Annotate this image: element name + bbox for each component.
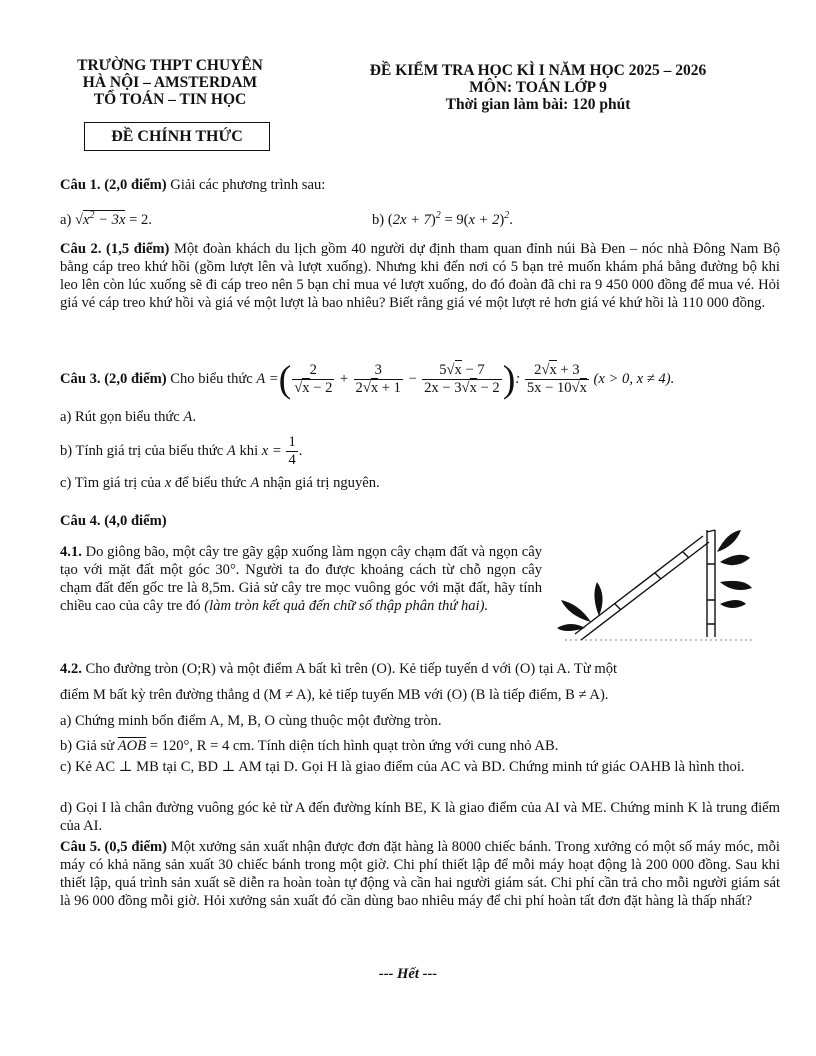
question-4-2b-pre: b) Giả sử bbox=[60, 738, 118, 754]
school-name-line1: TRƯỜNG THPT CHUYÊN bbox=[77, 57, 263, 74]
question-1a bbox=[60, 207, 360, 229]
question-3c-mid: để biểu thức bbox=[171, 475, 251, 491]
question-3a-text: a) Rút gọn biểu thức bbox=[60, 409, 184, 425]
question-5-text: Một xưởng sản xuất nhận được đơn đặt hàng là 8000 chiếc bánh. Trong xưởng có một số máy móc, mỗi máy có khả năng sản xuất 30 chiếc bánh trong một giờ. Chi phí thiết lập để mỗi máy hoạt động là 200 000 đồng. Sau khi thiết lập, quá trình sản xuất sẽ diễn ra hoàn toàn tự động và cần hai người giám sát. Chi phí cần trả cho mỗi người giám sát là 96 000 đồng mỗi giờ. Hỏi xưởng sản xuất đó cần dùng bao nhiêu máy để chi phí hoàn tất đơn đặt hàng là thấp nhất? bbox=[60, 839, 780, 909]
expression-condition: (x > 0, x ≠ 4). bbox=[593, 370, 675, 387]
question-3c-text: c) Tìm giá trị của bbox=[60, 475, 165, 491]
question-3c-end: nhận giá trị nguyên. bbox=[259, 475, 380, 491]
question-4-2-label: 4.2. bbox=[60, 661, 82, 677]
question-2-text: Một đoàn khách du lịch gồm 40 người dự định tham quan đỉnh núi Bà Đen – nóc nhà Đông Nam Bộ bằng cáp treo khứ hồi (gồm lượt lên và lượt xuống). Nhưng khi đến nơi có 5 bạn trẻ muốn khám phá bằng đường bộ khi leo lên còn lúc xuống sẽ đi cáp treo nên 5 bạn chỉ mua vé lượt xuống, do đó đoàn đã chi ra 9 450 000 đồng để mua vé. Hỏi giá vé cáp treo khứ hồi và giá vé một lượt là bao nhiêu? Biết rằng giá vé một lượt rẻ hơn giá vé khứ hồi là 110 000 đồng. bbox=[60, 241, 780, 311]
bamboo-stem bbox=[707, 530, 715, 637]
question-3c: c) Tìm giá trị của x để biểu thức A nhận giá trị nguyên. bbox=[60, 475, 380, 491]
question-1a-label: a) bbox=[60, 211, 72, 228]
broken-bamboo-figure bbox=[555, 512, 780, 642]
question-2 bbox=[60, 240, 780, 312]
exam-duration: Thời gian làm bài: 120 phút bbox=[445, 96, 631, 113]
question-4-label: Câu 4. (4,0 điểm) bbox=[60, 513, 167, 529]
expression-A: A =( $\frac{2}{√x - 2}$ + $\frac{3}{2√x + 1}$ − $\frac{5√x - 7}{2x - 3√x - 2}$ ): $\frac{2√x + 3}{5x - 10√x}$ bbox=[256, 358, 587, 401]
question-4-2c: c) Kẻ AC ⊥ MB tại C, BD ⊥ AM tại D. Gọi H là giao điểm của AC và BD. Chứng minh tứ giác OAHB là hình thoi. bbox=[60, 759, 745, 775]
question-3b-text: b) Tính giá trị của biểu thức bbox=[60, 442, 227, 459]
question-3 bbox=[60, 358, 800, 401]
question-3-intro: Cho biểu thức bbox=[166, 370, 257, 387]
exam-header bbox=[318, 62, 758, 113]
official-exam-badge bbox=[84, 122, 270, 151]
question-4-1-label: 4.1. bbox=[60, 544, 82, 560]
school-name-line2: HÀ NỘI – AMSTERDAM bbox=[82, 74, 258, 91]
question-4-1-note: (làm tròn kết quả đến chữ số thập phân thứ hai). bbox=[204, 598, 489, 614]
question-5 bbox=[60, 838, 780, 910]
end-marker: --- Hết --- bbox=[378, 966, 438, 982]
question-4-2-intro bbox=[60, 660, 780, 704]
question-1 bbox=[60, 176, 780, 194]
bamboo-leaves bbox=[557, 530, 752, 631]
question-1b bbox=[372, 207, 692, 229]
official-exam-badge-label: ĐỀ CHÍNH THỨC bbox=[111, 128, 243, 145]
question-4-2-line2: điểm M bất kỳ trên đường thẳng d (M ≠ A), kẻ tiếp tuyến MB với (O) (B là tiếp điểm, B ≠ A). bbox=[60, 687, 609, 703]
question-2-label: Câu 2. (1,5 điểm) bbox=[60, 241, 170, 257]
question-4-2b-post: = 120°, R = 4 cm. Tính diện tích hình quạt tròn ứng với cung nhỏ AB. bbox=[146, 738, 559, 754]
bamboo-broken-top bbox=[575, 536, 709, 640]
question-3-label: Câu 3. (2,0 điểm) bbox=[60, 370, 167, 387]
question-3b-when: khi bbox=[235, 442, 262, 459]
equation-1b: $(2x + 7)^2 = 9(x + 2)^2$. bbox=[387, 210, 513, 228]
question-4-2a: a) Chứng minh bốn điểm A, M, B, O cùng thuộc một đường tròn. bbox=[60, 713, 442, 729]
arc-AOB: $\overline{AOB}$ bbox=[117, 738, 147, 754]
question-3b: b) Tính giá trị của biểu thức A khi x = $\frac{1}{4}$ . bbox=[60, 434, 303, 468]
question-1-text: Giải các phương trình sau: bbox=[166, 177, 326, 193]
question-1-label: Câu 1. (2,0 điểm) bbox=[60, 177, 167, 193]
school-header bbox=[40, 57, 300, 108]
question-1b-label: b) bbox=[372, 211, 385, 228]
question-4-2-line1: Cho đường tròn (O;R) và một điểm A bất kì trên (O). Kẻ tiếp tuyến d với (O) tại A. Từ một bbox=[81, 661, 618, 677]
exam-subject: MÔN: TOÁN LỚP 9 bbox=[469, 79, 607, 96]
equation-1a: $√x^2 - 3x = 2$. bbox=[75, 210, 152, 228]
question-5-label: Câu 5. (0,5 điểm) bbox=[60, 839, 167, 855]
department-name: TỔ TOÁN – TIN HỌC bbox=[93, 91, 247, 108]
question-3a: a) Rút gọn biểu thức A. bbox=[60, 409, 196, 425]
question-4-2d: d) Gọi I là chân đường vuông góc kẻ từ A đến đường kính BE, K là giao điểm của AI và ME. Chứng minh K là trung điểm của AI. bbox=[60, 800, 780, 834]
question-4-1-text: Do giông bão, một cây tre gãy gập xuống làm ngọn cây chạm đất và ngọn cây tạo với mặt đất một góc 30°. Người ta đo được khoảng cách từ chỗ ngọn cây chạm đất đến gốc tre là 8,5m. Giả sử cây tre mọc vuông góc với mặt đất, hãy tính chiều cao của cây tre đó bbox=[60, 544, 542, 614]
question-4-2b bbox=[60, 737, 780, 755]
question-4-1 bbox=[60, 543, 542, 615]
exam-title: ĐỀ KIỂM TRA HỌC KÌ I NĂM HỌC 2025 – 2026 bbox=[369, 62, 707, 79]
